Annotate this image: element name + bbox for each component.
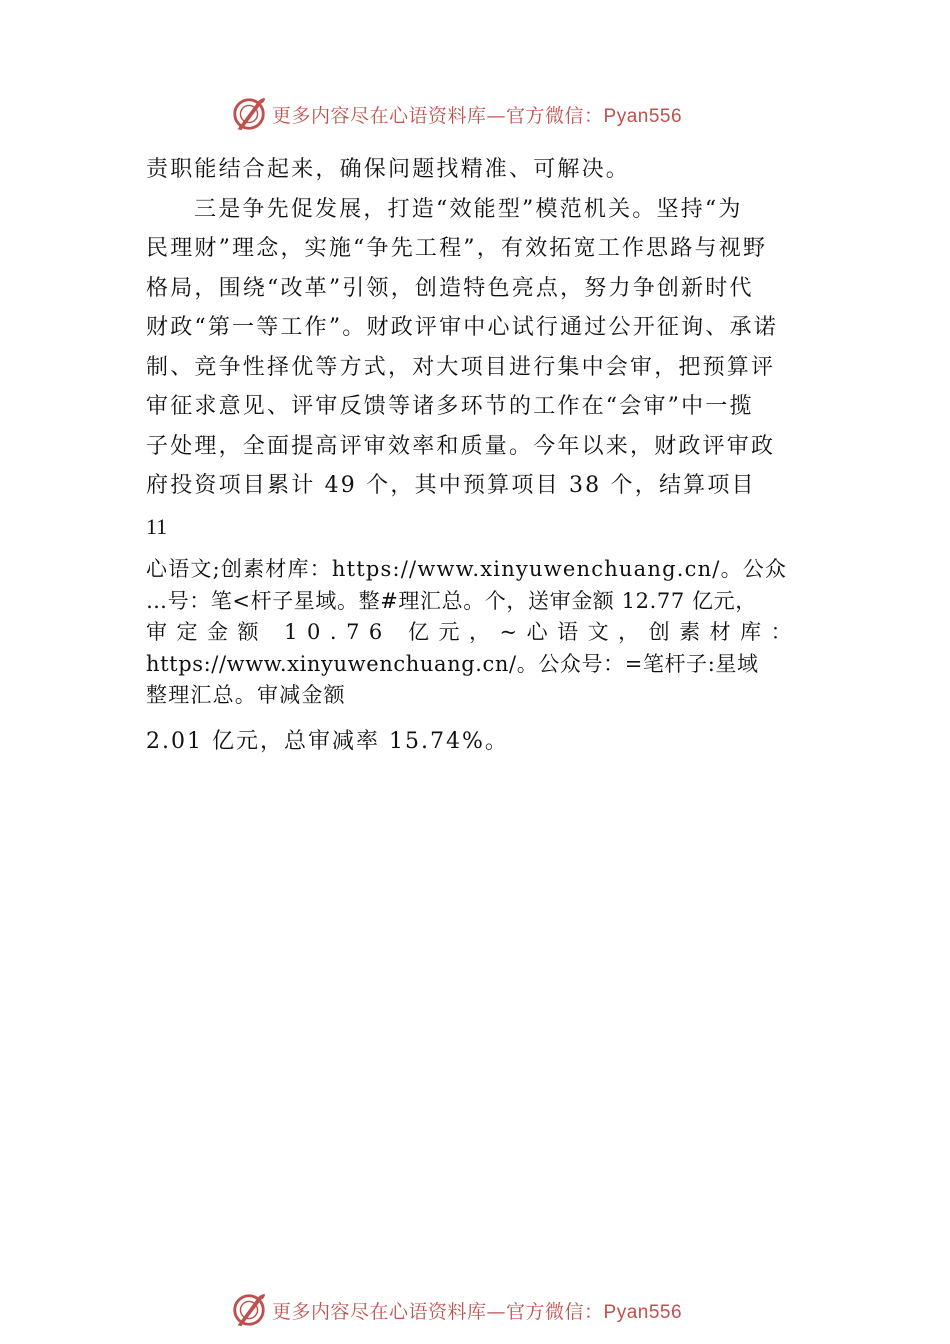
- paragraph-line: 格局，围绕“改革”引领，创造特色亮点，努力争创新时代: [146, 275, 754, 301]
- final-line: 2.01 亿元，总审减率 15.74%。: [146, 728, 509, 754]
- paragraph-line: 三是争先促发展，打造“效能型”模范机关。坚持“为: [194, 196, 743, 222]
- paragraph-line: 11: [146, 513, 168, 539]
- banner-text: 更多内容尽在心语资料库—官方微信：Pyan556: [272, 1300, 683, 1323]
- document-body: [146, 150, 810, 758]
- paragraph-line: 民理财”理念，实施“争先工程”，有效拓宽工作思路与视野: [146, 236, 768, 261]
- header-banner: [230, 94, 750, 134]
- wechat-id: Pyan556: [603, 1301, 683, 1323]
- quill-seal-icon: [230, 1291, 268, 1329]
- wechat-id: Pyan556: [603, 105, 683, 127]
- noise-line: https://www.xinyuwenchuang.cn/。公众号：=笔杆子:星域: [146, 651, 759, 676]
- watermark-noise-block: [146, 554, 810, 712]
- noise-line: 整理汇总。审减金额: [146, 683, 346, 707]
- paragraph-line: 府投资项目累计 49 个，其中预算项目 38 个，结算项目: [146, 473, 756, 498]
- paragraph-line: 制、竞争性择优等方式，对大项目进行集中会审，把预算评: [146, 354, 776, 380]
- paragraph-line: 审征求意见、评审反馈等诸多环节的工作在“会审”中一揽: [146, 394, 754, 419]
- footer-banner: [230, 1290, 750, 1330]
- paragraph-line: 子处理，全面提高评审效率和质量。今年以来，财政评审政: [146, 433, 776, 459]
- paragraph-line: 责职能结合起来，确保问题找精准、可解决。: [146, 157, 631, 182]
- noise-line: 心语文;创素材库：https://www.xinyuwenchuang.cn/。公众: [146, 557, 788, 581]
- noise-line: 审定金额 10.76 亿元，~心语文，创素材库：: [146, 620, 802, 644]
- banner-text: 更多内容尽在心语资料库—官方微信：Pyan556: [272, 104, 683, 127]
- paragraph-line: 财政“第一等工作”。财政评审中心试行通过公开征询、承诺: [146, 315, 778, 340]
- quill-seal-icon: [230, 95, 268, 133]
- noise-line: …号：笔<杆子星域。整#理汇总。个，送审金额 12.77 亿元，: [146, 588, 757, 613]
